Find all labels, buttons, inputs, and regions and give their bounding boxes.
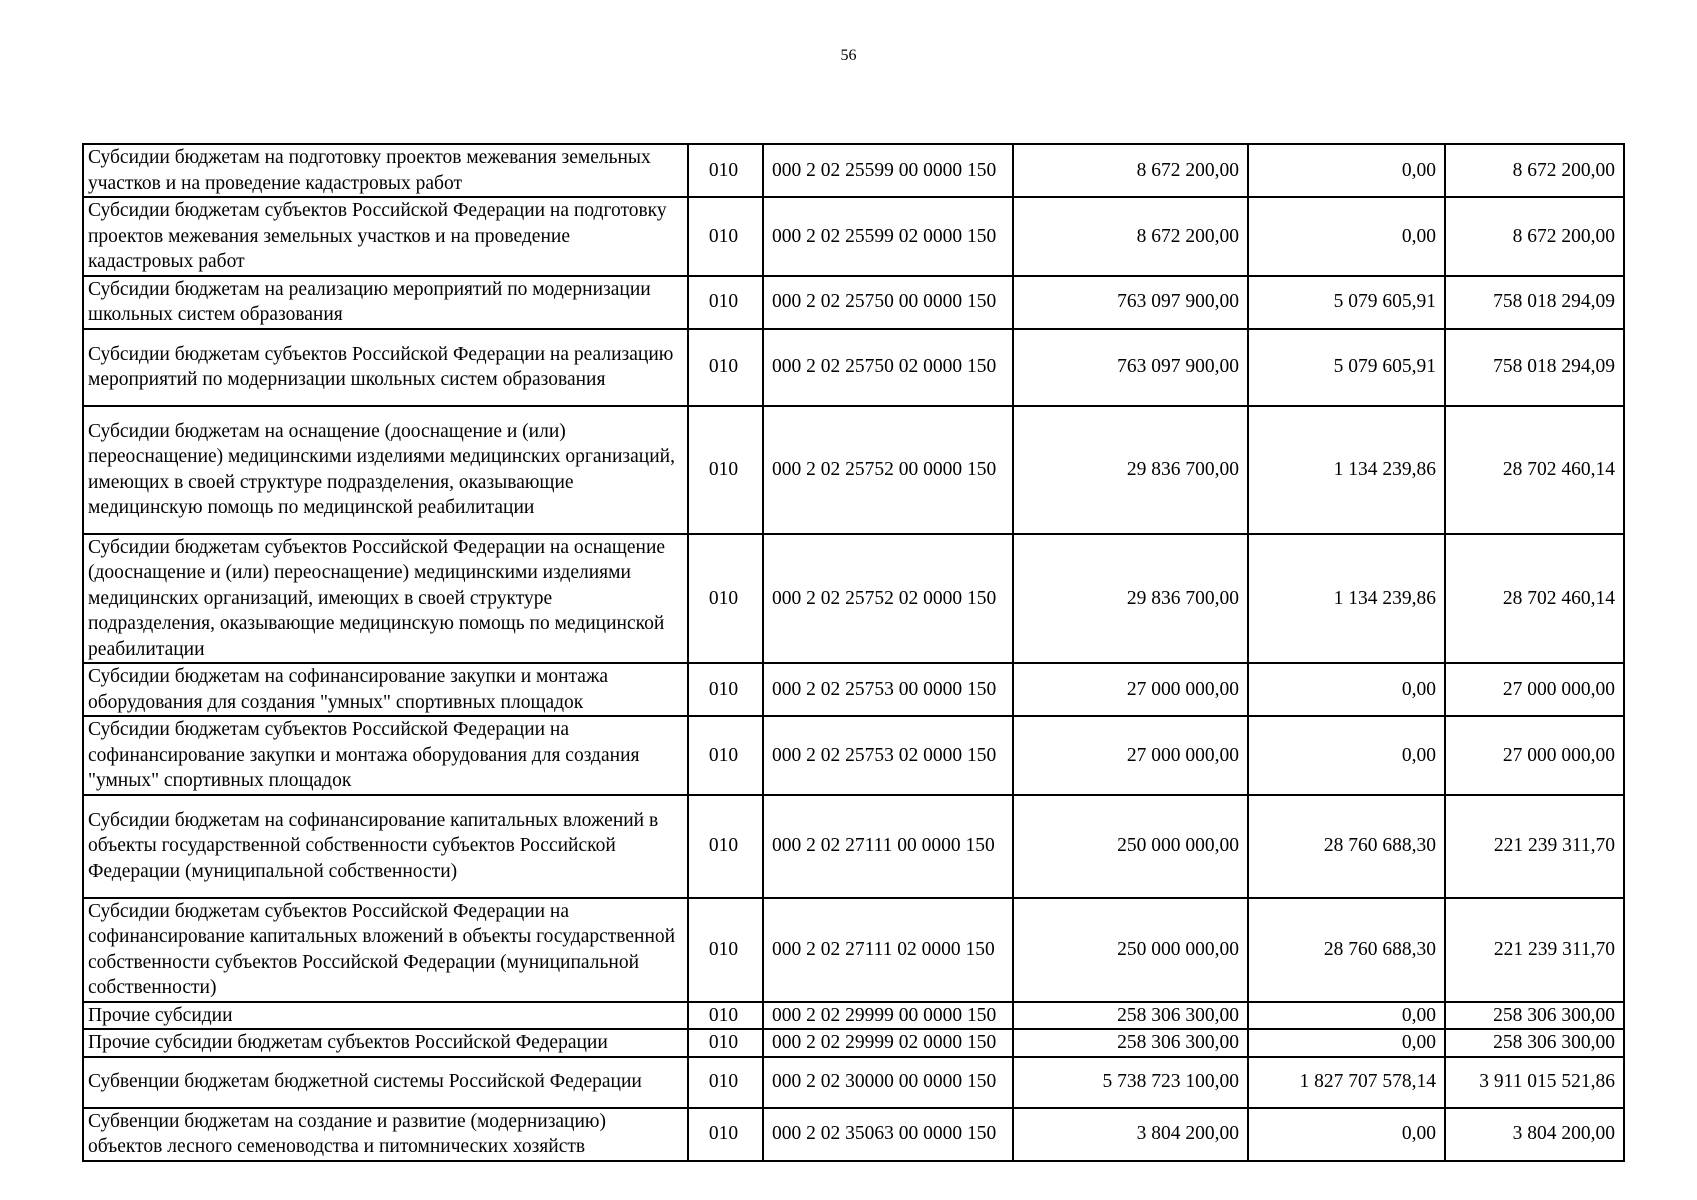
row-remaining-cell: 3 804 200,00 bbox=[1445, 1108, 1624, 1161]
row-executed-cell: 0,00 bbox=[1248, 663, 1445, 716]
table-row bbox=[83, 197, 1624, 276]
row-executed-cell: 5 079 605,91 bbox=[1248, 329, 1445, 406]
row-remaining-cell: 28 702 460,14 bbox=[1445, 534, 1624, 664]
table-row bbox=[83, 1108, 1624, 1161]
row-approved-cell: 250 000 000,00 bbox=[1013, 898, 1248, 1002]
row-remaining-cell: 8 672 200,00 bbox=[1445, 197, 1624, 276]
row-code-cell: 000 2 02 25599 00 0000 150 bbox=[763, 144, 1013, 197]
row-executed-cell: 0,00 bbox=[1248, 1108, 1445, 1161]
row-remaining-cell: 27 000 000,00 bbox=[1445, 663, 1624, 716]
row-approved-cell: 27 000 000,00 bbox=[1013, 663, 1248, 716]
row-executed-cell: 0,00 bbox=[1248, 197, 1445, 276]
row-code-cell: 000 2 02 29999 02 0000 150 bbox=[763, 1029, 1013, 1057]
table-row bbox=[83, 1002, 1624, 1030]
row-approved-cell: 29 836 700,00 bbox=[1013, 406, 1248, 534]
row-remaining-cell: 3 911 015 521,86 bbox=[1445, 1057, 1624, 1108]
row-name-cell: Субсидии бюджетам субъектов Российской Федерации на подготовку проектов межевания земельных участков и на проведение кадастровых работ bbox=[83, 197, 688, 276]
row-executed-cell: 0,00 bbox=[1248, 1002, 1445, 1030]
row-name-cell: Прочие субсидии бюджетам субъектов Российской Федерации bbox=[83, 1029, 688, 1057]
revenue-table bbox=[82, 143, 1625, 1162]
row-name-cell: Субсидии бюджетам субъектов Российской Федерации на софинансирование закупки и монтажа оборудования для создания "умных" спортивных площадок bbox=[83, 716, 688, 795]
row-code-cell: 000 2 02 25750 00 0000 150 bbox=[763, 276, 1013, 329]
row-remaining-cell: 758 018 294,09 bbox=[1445, 276, 1624, 329]
row-approved-cell: 250 000 000,00 bbox=[1013, 795, 1248, 898]
row-admin-cell: 010 bbox=[688, 144, 763, 197]
row-remaining-cell: 758 018 294,09 bbox=[1445, 329, 1624, 406]
row-executed-cell: 0,00 bbox=[1248, 1029, 1445, 1057]
row-approved-cell: 258 306 300,00 bbox=[1013, 1002, 1248, 1030]
row-approved-cell: 5 738 723 100,00 bbox=[1013, 1057, 1248, 1108]
row-admin-cell: 010 bbox=[688, 534, 763, 664]
row-approved-cell: 3 804 200,00 bbox=[1013, 1108, 1248, 1161]
row-remaining-cell: 221 239 311,70 bbox=[1445, 795, 1624, 898]
row-code-cell: 000 2 02 30000 00 0000 150 bbox=[763, 1057, 1013, 1108]
table-row bbox=[83, 1029, 1624, 1057]
row-code-cell: 000 2 02 25753 02 0000 150 bbox=[763, 716, 1013, 795]
row-executed-cell: 1 827 707 578,14 bbox=[1248, 1057, 1445, 1108]
row-admin-cell: 010 bbox=[688, 716, 763, 795]
row-name-cell: Субвенции бюджетам бюджетной системы Российской Федерации bbox=[83, 1057, 688, 1108]
row-name-cell: Субсидии бюджетам на реализацию мероприятий по модернизации школьных систем образования bbox=[83, 276, 688, 329]
row-code-cell: 000 2 02 25752 02 0000 150 bbox=[763, 534, 1013, 664]
row-code-cell: 000 2 02 35063 00 0000 150 bbox=[763, 1108, 1013, 1161]
row-code-cell: 000 2 02 25599 02 0000 150 bbox=[763, 197, 1013, 276]
row-executed-cell: 0,00 bbox=[1248, 144, 1445, 197]
row-name-cell: Прочие субсидии bbox=[83, 1002, 688, 1030]
row-approved-cell: 29 836 700,00 bbox=[1013, 534, 1248, 664]
table-row bbox=[83, 144, 1624, 197]
row-code-cell: 000 2 02 25753 00 0000 150 bbox=[763, 663, 1013, 716]
row-approved-cell: 27 000 000,00 bbox=[1013, 716, 1248, 795]
page-number: 56 bbox=[840, 47, 857, 64]
row-admin-cell: 010 bbox=[688, 663, 763, 716]
row-executed-cell: 28 760 688,30 bbox=[1248, 898, 1445, 1002]
row-admin-cell: 010 bbox=[688, 898, 763, 1002]
row-admin-cell: 010 bbox=[688, 1057, 763, 1108]
table-row bbox=[83, 898, 1624, 1002]
table-row bbox=[83, 795, 1624, 898]
table-row bbox=[83, 534, 1624, 664]
row-executed-cell: 1 134 239,86 bbox=[1248, 406, 1445, 534]
table-row bbox=[83, 329, 1624, 406]
table-row bbox=[83, 1057, 1624, 1108]
row-remaining-cell: 258 306 300,00 bbox=[1445, 1002, 1624, 1030]
row-code-cell: 000 2 02 25752 00 0000 150 bbox=[763, 406, 1013, 534]
row-name-cell: Субсидии бюджетам на софинансирование закупки и монтажа оборудования для создания "умных" спортивных площадок bbox=[83, 663, 688, 716]
row-remaining-cell: 221 239 311,70 bbox=[1445, 898, 1624, 1002]
row-admin-cell: 010 bbox=[688, 276, 763, 329]
row-executed-cell: 1 134 239,86 bbox=[1248, 534, 1445, 664]
table-row bbox=[83, 716, 1624, 795]
row-approved-cell: 258 306 300,00 bbox=[1013, 1029, 1248, 1057]
row-remaining-cell: 8 672 200,00 bbox=[1445, 144, 1624, 197]
row-approved-cell: 8 672 200,00 bbox=[1013, 197, 1248, 276]
row-name-cell: Субсидии бюджетам субъектов Российской Федерации на софинансирование капитальных вложений в объекты государственной собственности субъектов Российской Федерации (муниципальной собственности) bbox=[83, 898, 688, 1002]
row-name-cell: Субсидии бюджетам на софинансирование капитальных вложений в объекты государственной собственности субъектов Российской Федерации (муниципальной собственности) bbox=[83, 795, 688, 898]
row-approved-cell: 763 097 900,00 bbox=[1013, 276, 1248, 329]
row-executed-cell: 28 760 688,30 bbox=[1248, 795, 1445, 898]
row-approved-cell: 763 097 900,00 bbox=[1013, 329, 1248, 406]
row-name-cell: Субсидии бюджетам на оснащение (дооснащение и (или) переоснащение) медицинскими изделиями медицинских организаций, имеющих в своей структуре подразделения, оказывающие медицинскую помощь по медицинской реабилитации bbox=[83, 406, 688, 534]
table-row bbox=[83, 406, 1624, 534]
row-executed-cell: 0,00 bbox=[1248, 716, 1445, 795]
table-row bbox=[83, 663, 1624, 716]
row-name-cell: Субсидии бюджетам субъектов Российской Федерации на оснащение (дооснащение и (или) переоснащение) медицинскими изделиями медицинских организаций, имеющих в своей структуре подразделения, оказывающие медицинскую помощь по медицинской реабилитации bbox=[83, 534, 688, 664]
row-name-cell: Субсидии бюджетам на подготовку проектов межевания земельных участков и на проведение кадастровых работ bbox=[83, 144, 688, 197]
row-remaining-cell: 28 702 460,14 bbox=[1445, 406, 1624, 534]
row-name-cell: Субсидии бюджетам субъектов Российской Федерации на реализацию мероприятий по модернизации школьных систем образования bbox=[83, 329, 688, 406]
row-admin-cell: 010 bbox=[688, 329, 763, 406]
row-approved-cell: 8 672 200,00 bbox=[1013, 144, 1248, 197]
row-code-cell: 000 2 02 27111 00 0000 150 bbox=[763, 795, 1013, 898]
row-code-cell: 000 2 02 29999 00 0000 150 bbox=[763, 1002, 1013, 1030]
row-remaining-cell: 258 306 300,00 bbox=[1445, 1029, 1624, 1057]
row-admin-cell: 010 bbox=[688, 1002, 763, 1030]
table-row bbox=[83, 276, 1624, 329]
row-name-cell: Субвенции бюджетам на создание и развитие (модернизацию) объектов лесного семеноводства и питомнических хозяйств bbox=[83, 1108, 688, 1161]
row-admin-cell: 010 bbox=[688, 795, 763, 898]
row-admin-cell: 010 bbox=[688, 406, 763, 534]
row-remaining-cell: 27 000 000,00 bbox=[1445, 716, 1624, 795]
row-admin-cell: 010 bbox=[688, 1108, 763, 1161]
row-code-cell: 000 2 02 27111 02 0000 150 bbox=[763, 898, 1013, 1002]
row-admin-cell: 010 bbox=[688, 1029, 763, 1057]
row-admin-cell: 010 bbox=[688, 197, 763, 276]
row-executed-cell: 5 079 605,91 bbox=[1248, 276, 1445, 329]
row-code-cell: 000 2 02 25750 02 0000 150 bbox=[763, 329, 1013, 406]
